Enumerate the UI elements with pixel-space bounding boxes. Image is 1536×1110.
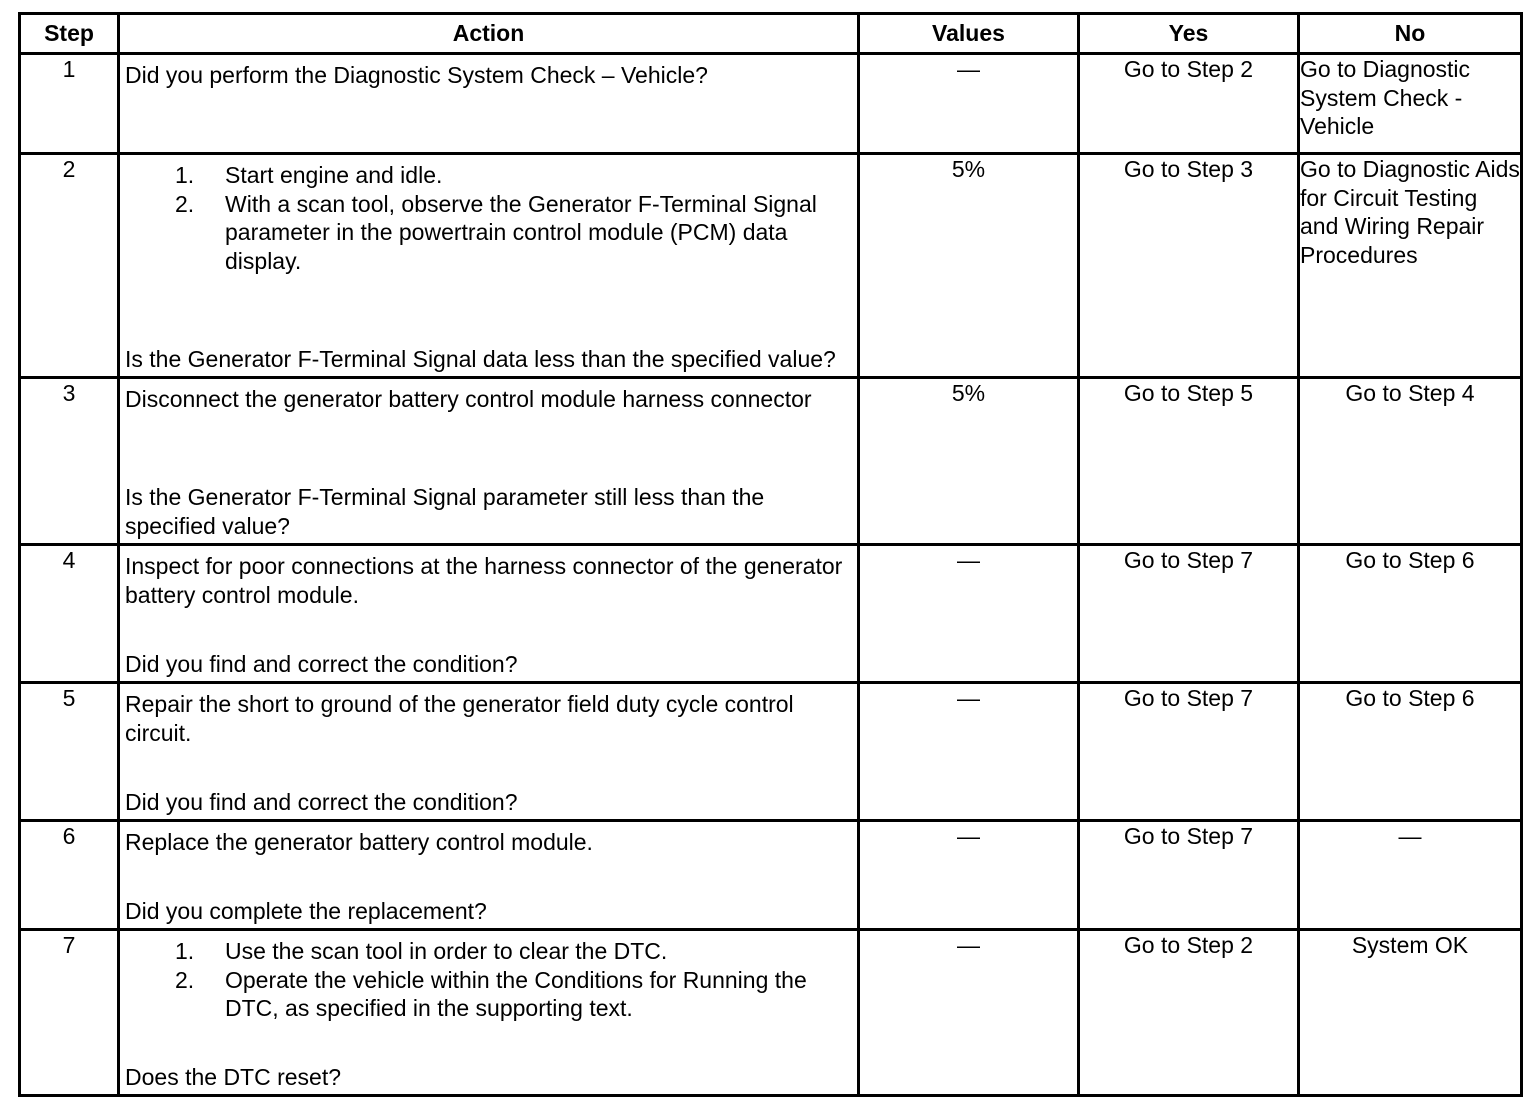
substep-item <box>125 937 853 966</box>
substep-list <box>125 937 853 1023</box>
action-cell <box>119 821 859 930</box>
values-cell: — <box>859 545 1079 683</box>
substep-number: 2. <box>175 966 195 993</box>
table-row <box>20 821 1522 930</box>
values-cell: 5% <box>859 154 1079 378</box>
diagnostic-table <box>18 12 1523 1097</box>
no-cell: System OK <box>1299 930 1522 1096</box>
step-number: 7 <box>20 930 119 1096</box>
substep-text: With a scan tool, observe the Generator F-Terminal Signal parameter in the powertrain control module (PCM) data display. <box>225 190 817 274</box>
step-number: 6 <box>20 821 119 930</box>
substep-text: Operate the vehicle within the Conditions for Running the DTC, as specified in the supporting text. <box>225 966 807 1021</box>
header-no: No <box>1299 14 1522 54</box>
action-question: Is the Generator F-Terminal Signal data less than the specified value? <box>125 345 836 372</box>
substep-number: 1. <box>175 162 195 188</box>
action-text: Repair the short to ground of the generator field duty cycle control circuit. <box>125 691 794 746</box>
values-cell: — <box>859 54 1079 154</box>
header-step: Step <box>20 14 119 54</box>
action-question: Is the Generator F-Terminal Signal parameter still less than the specified value? <box>125 484 765 539</box>
step-number: 1 <box>20 54 119 154</box>
no-cell: Go to Step 6 <box>1299 683 1522 821</box>
yes-cell: Go to Step 7 <box>1079 821 1299 930</box>
yes-cell: Go to Step 5 <box>1079 378 1299 545</box>
action-text: Disconnect the generator battery control module harness connector <box>125 386 812 412</box>
yes-cell: Go to Step 2 <box>1079 930 1299 1096</box>
header-yes: Yes <box>1079 14 1299 54</box>
action-text: Did you perform the Diagnostic System Check – Vehicle? <box>125 62 708 88</box>
action-cell <box>119 154 859 378</box>
no-cell: Go to Diagnostic Aids for Circuit Testing and Wiring Repair Procedures <box>1299 154 1522 378</box>
no-cell: Go to Step 4 <box>1299 378 1522 545</box>
step-number: 4 <box>20 545 119 683</box>
action-question: Did you find and correct the condition? <box>125 650 518 677</box>
action-cell <box>119 54 859 154</box>
values-cell: — <box>859 930 1079 1096</box>
table-row <box>20 930 1522 1096</box>
substep-text: Use the scan tool in order to clear the DTC. <box>225 938 668 964</box>
yes-cell: Go to Step 7 <box>1079 545 1299 683</box>
substep-list <box>125 161 853 275</box>
substep-item <box>125 161 853 190</box>
action-question: Does the DTC reset? <box>125 1063 342 1090</box>
action-question: Did you complete the replacement? <box>125 897 487 924</box>
yes-cell: Go to Step 3 <box>1079 154 1299 378</box>
table-row <box>20 54 1522 154</box>
step-number: 5 <box>20 683 119 821</box>
step-number: 2 <box>20 154 119 378</box>
table-row <box>20 683 1522 821</box>
substep-number: 1. <box>175 938 195 964</box>
values-cell: — <box>859 821 1079 930</box>
no-cell: — <box>1299 821 1522 930</box>
table-row <box>20 545 1522 683</box>
values-cell: 5% <box>859 378 1079 545</box>
substep-text: Start engine and idle. <box>225 162 443 188</box>
action-question: Did you find and correct the condition? <box>125 788 518 815</box>
action-cell <box>119 683 859 821</box>
action-cell <box>119 545 859 683</box>
table-row <box>20 154 1522 378</box>
no-cell: Go to Step 6 <box>1299 545 1522 683</box>
action-text: Inspect for poor connections at the harness connector of the generator battery control module. <box>125 553 843 608</box>
action-text: Replace the generator battery control module. <box>125 829 593 855</box>
values-cell: — <box>859 683 1079 821</box>
step-number: 3 <box>20 378 119 545</box>
substep-item <box>125 966 853 1023</box>
no-cell: Go to Diagnostic System Check - Vehicle <box>1299 54 1522 154</box>
table-row <box>20 378 1522 545</box>
header-row <box>20 14 1522 54</box>
substep-number: 2. <box>175 190 195 217</box>
yes-cell: Go to Step 2 <box>1079 54 1299 154</box>
header-action: Action <box>119 14 859 54</box>
action-cell <box>119 930 859 1096</box>
substep-item <box>125 190 853 276</box>
header-values: Values <box>859 14 1079 54</box>
yes-cell: Go to Step 7 <box>1079 683 1299 821</box>
action-cell <box>119 378 859 545</box>
